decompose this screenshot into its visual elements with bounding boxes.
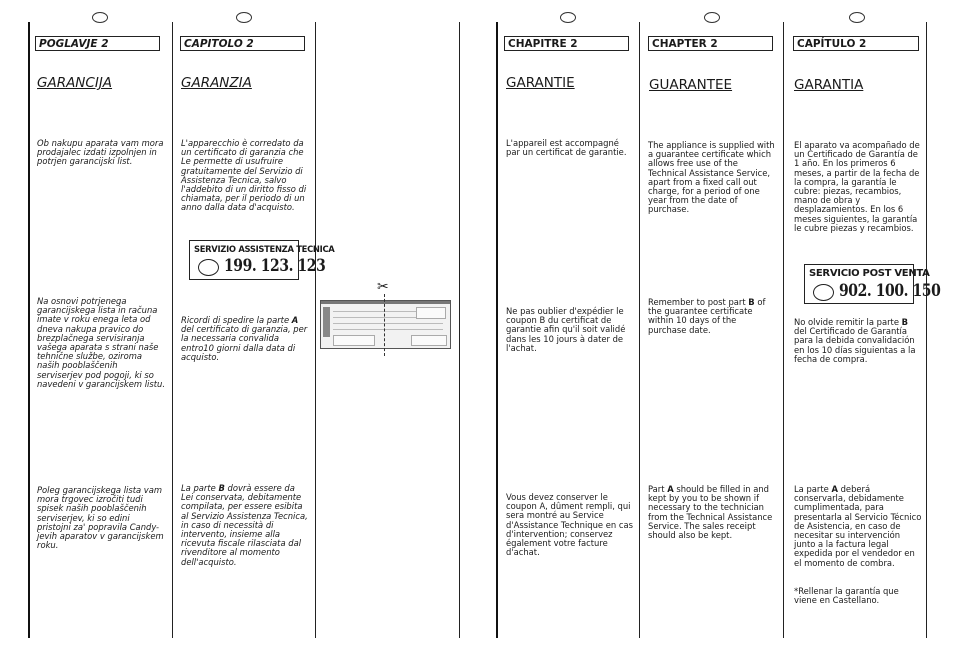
paragraph-en-2: Remember to post part B of the guarantee certificate within 10 days of the purchase date. <box>648 297 766 335</box>
chapter-heading-sl: POGLAVJE 2 <box>35 36 160 51</box>
section-title-en: GUARANTEE <box>649 77 733 93</box>
section-title-es: GARANTIA <box>794 77 864 93</box>
paragraph-es-4: *Rellenar la garantía que viene en Castellano. <box>794 586 899 606</box>
paragraph-en-1: The appliance is supplied with a guarantee certificate which allows free use of the Technical Assistance Service, apart from a fixed call out charge, for a period of one year from the date of purchase. <box>648 140 775 215</box>
column-rule <box>459 22 460 638</box>
column-rule <box>926 22 927 638</box>
column-rule <box>496 22 498 638</box>
phone-circle-icon <box>198 259 219 276</box>
scissors-icon: ✂ <box>377 279 389 295</box>
paragraph-sl-3: Poleg garancijskega lista vam mora trgovec izročiti tudi spisek naših pooblaščenih serviserjev, ki so edini pristojni za' popravila Candy-jevih aparatov v garancijskem roku. <box>37 485 164 551</box>
chapter-heading-es: CAPÍTULO 2 <box>793 36 919 51</box>
column-rule <box>315 22 316 638</box>
paragraph-it-1: L'apparecchio è corredato da un certificato di garanzia che Le permette di usufruire gratuitamente del Servizio di Assistenza Tecnica, salvo l'addebito di un diritto fisso di chiamata, per il periodo di un anno dalla data d'acquisto. <box>181 138 307 213</box>
paragraph-es-1: El aparato va acompañado de un Certificado de Garantía de 1 año. En los primeros 6 meses, a partir de la fecha de la compra, la garantía le cubre: piezas, recambios, mano de obra y desplazamientos. En los 6 meses siguientes, la garantía le cubre piezas y recambios. <box>794 140 920 233</box>
chapter-heading-en: CHAPTER 2 <box>648 36 773 51</box>
service-assistance-box-it <box>189 240 335 280</box>
language-flag-es <box>849 12 865 23</box>
paragraph-sl-2: Na osnovi potrjenega garancijskega lista in računa imate v roku enega leta od dneva nakupa pravico do brezplačnega servisiranja vašega aparata s strani naše tehnične službe, oziroma naših pooblaščenih serviserjev pod pogoji, ki so navedeni v garancijskem listu. <box>37 296 165 389</box>
service-number-es: 902. 100. 150 <box>839 281 941 301</box>
paragraph-sl-1: Ob nakupu aparata vam mora prodajalec izdati izpolnjen in potrjen garancijski list. <box>37 138 164 167</box>
paragraph-es-3: La parte A deberá conservarla, debidamente cumplimentada, para presentarla al Servicio Técnico de Asistencia, en caso de necesitar su intervención junto a la factura legal expedida por el vendedor en el momento de combra. <box>794 484 922 568</box>
column-rule <box>639 22 640 638</box>
chapter-heading-fr: CHAPITRE 2 <box>504 36 629 51</box>
service-post-venta-box-es <box>804 264 941 304</box>
column-rule <box>28 22 30 638</box>
section-title-it: GARANZIA <box>181 75 252 91</box>
service-label-it: SERVIZIO ASSISTENZA TECNICA <box>194 244 335 254</box>
section-title-sl: GARANCIJA <box>37 75 113 91</box>
column-rule <box>172 22 173 638</box>
language-flag-sl <box>92 12 108 23</box>
language-flag-en <box>704 12 720 23</box>
paragraph-en-3: Part A should be filled in and kept by you to be shown if necessary to the technician from the Technical Assistance Service. The sales receipt should also be kept. <box>648 484 773 541</box>
paragraph-fr-2: Ne pas oublier d'expédier le coupon B du certificat de garantie afin qu'il soit validé dans les 10 jours à dater de l'achat. <box>506 306 626 353</box>
cut-line <box>384 294 385 356</box>
chapter-heading-it: CAPITOLO 2 <box>180 36 305 51</box>
paragraph-it-2: Ricordi di spedire la parte A del certificato di garanzia, per la necessaria convalida entro10 giorni dalla data di acquisto. <box>181 315 308 362</box>
phone-circle-icon <box>813 284 834 301</box>
service-label-es: SERVICIO POST VENTA <box>809 268 930 279</box>
language-flag-fr <box>560 12 576 23</box>
section-title-fr: GARANTIE <box>506 75 575 91</box>
language-flag-it <box>236 12 252 23</box>
paragraph-it-3: La parte B dovrà essere da Lei conservata, debitamente compilata, per essere esibita al Servizio Assistenza Tecnica, in caso di necessità di intervento, insieme alla ricevuta fiscale rilasciata dal rivenditore al momento dell'acquisto. <box>181 483 308 567</box>
paragraph-es-2: No olvide remitir la parte B del Certificado de Garantía para la debida convalidación en los 10 días siguientas a la fecha de compra. <box>794 317 916 364</box>
paragraph-fr-3: Vous devez conserver le coupon A, dûment rempli, qui sera montré au Service d'Assistance Technique en cas d'intervention; conservez également votre facture d'achat. <box>506 492 633 558</box>
paragraph-fr-1: L'appareil est accompagné par un certificat de garantie. <box>506 138 627 158</box>
service-number-it: 199. 123. 123 <box>224 256 326 276</box>
guarantee-coupon-illustration <box>320 300 451 349</box>
column-rule <box>783 22 784 638</box>
